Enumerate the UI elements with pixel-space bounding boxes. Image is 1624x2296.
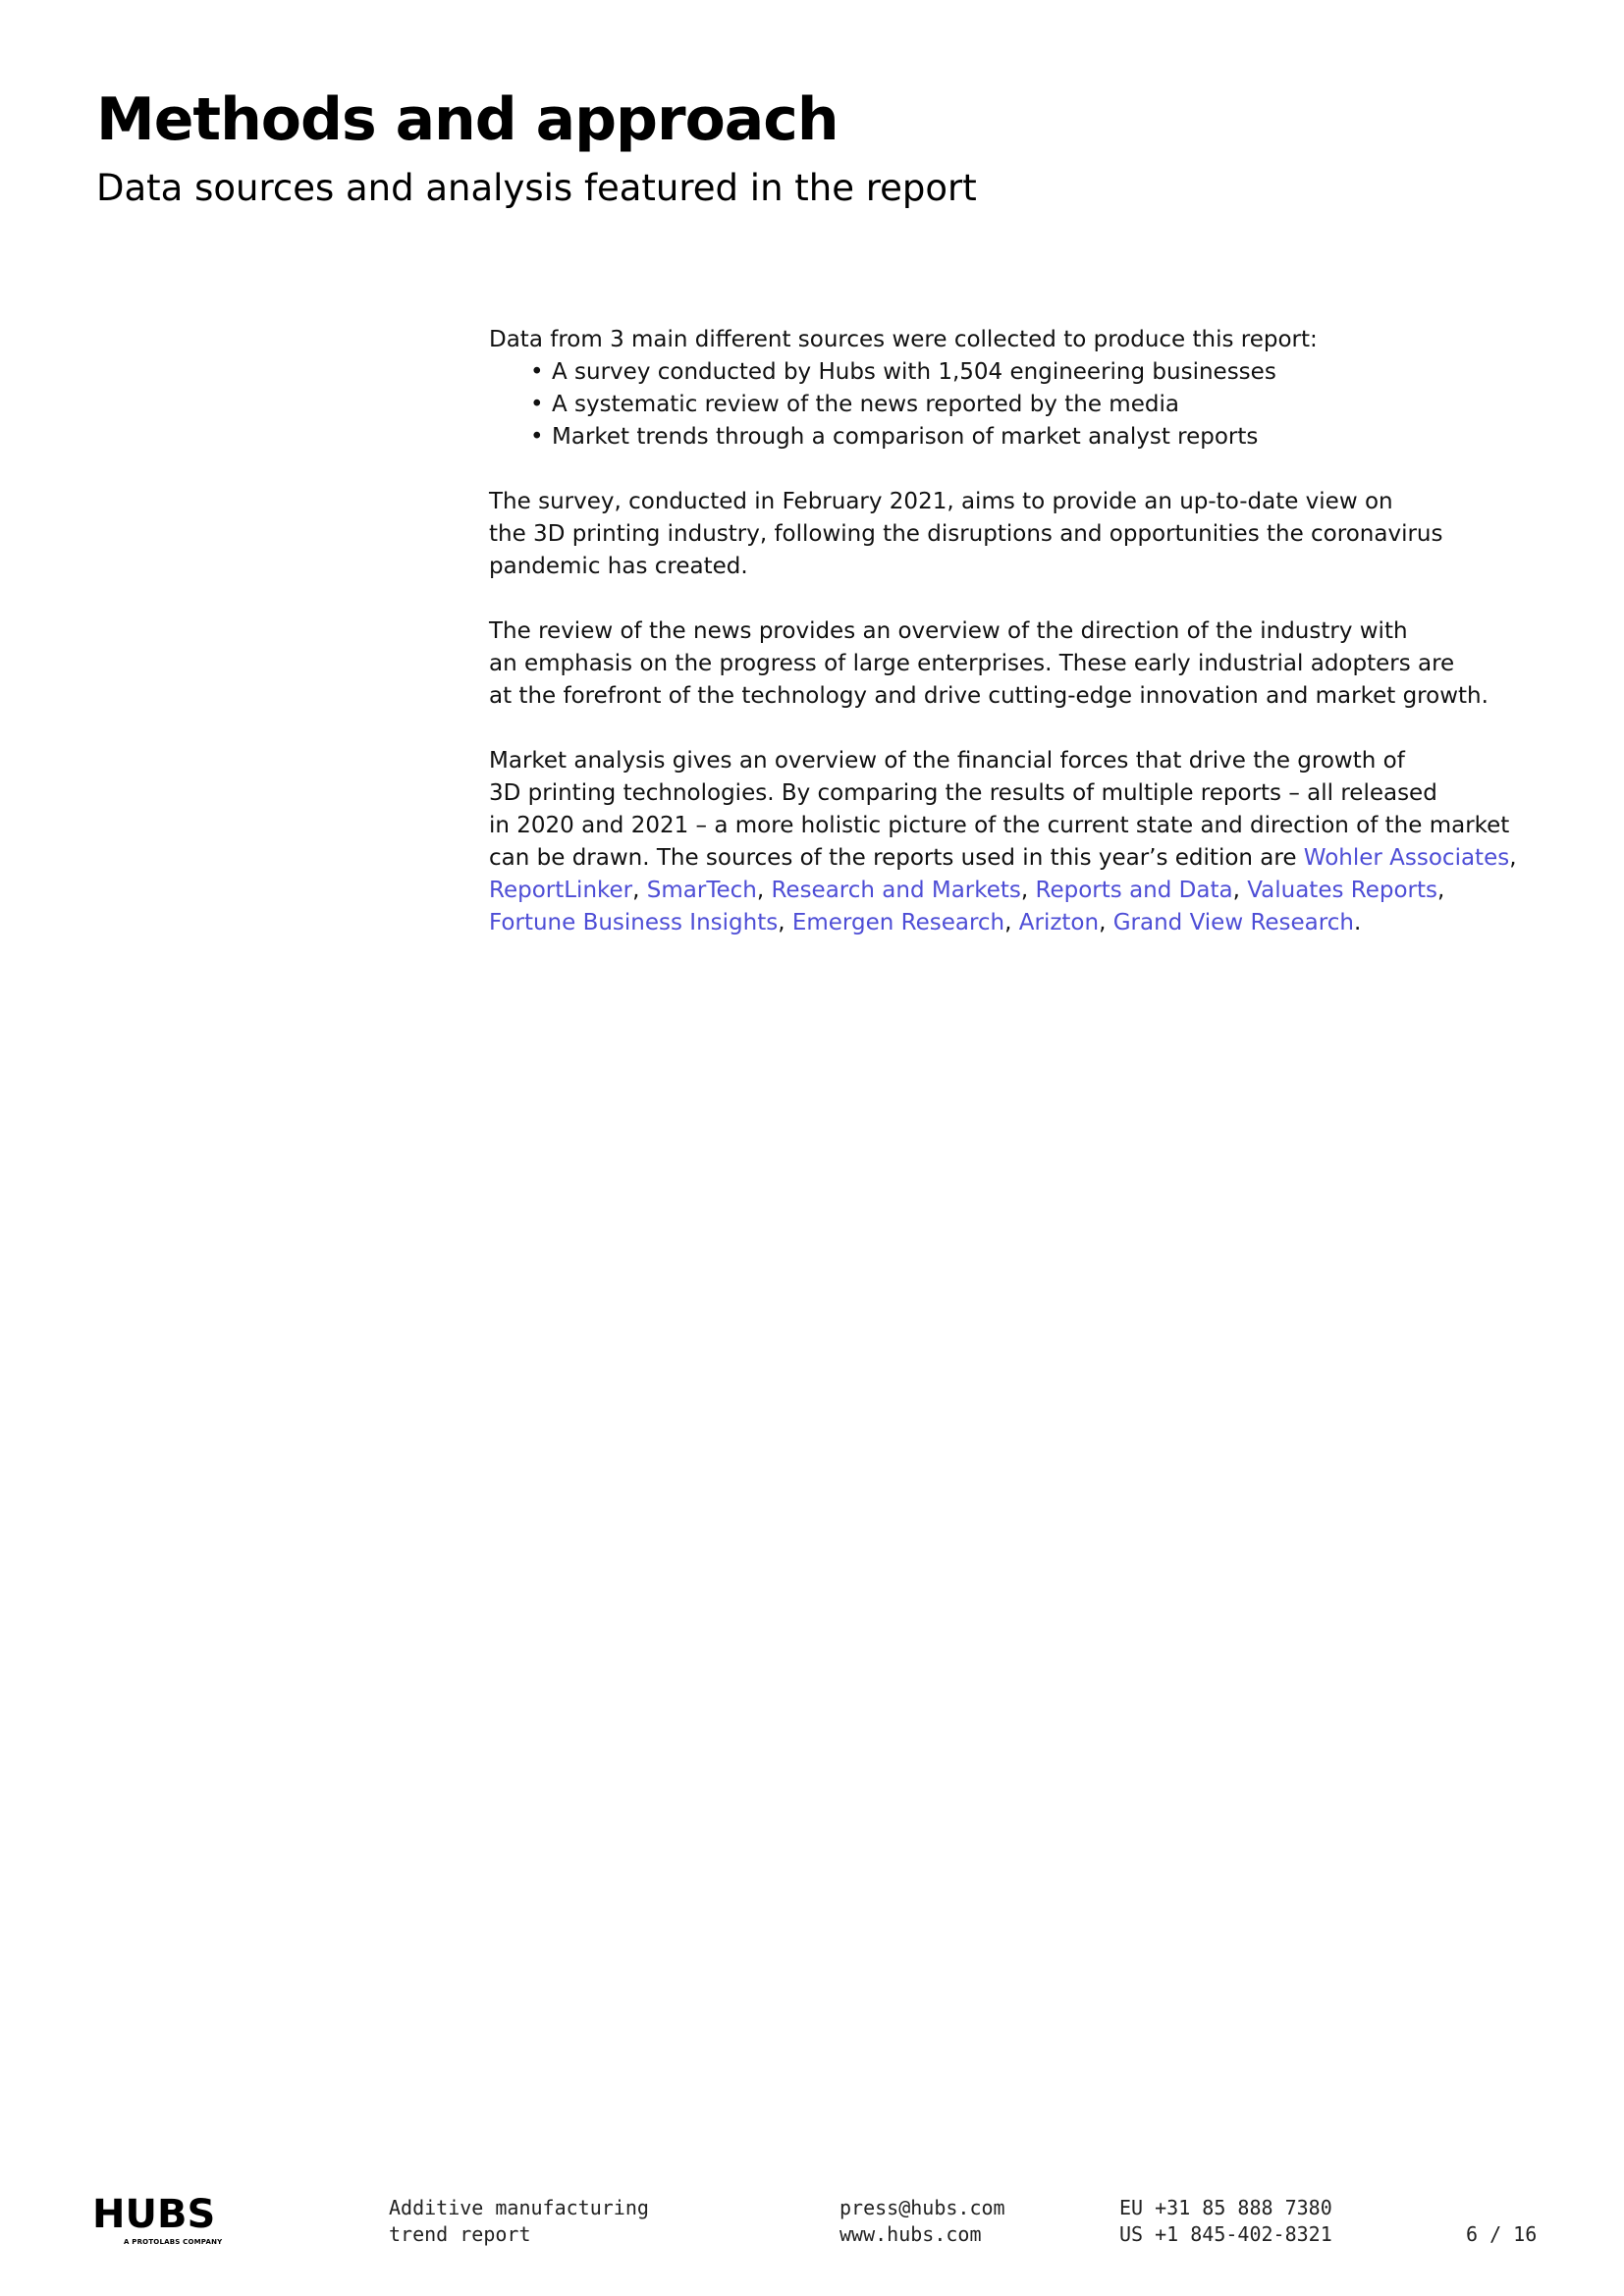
page-footer — [0, 2189, 1624, 2258]
paragraph-line: an emphasis on the progress of large enterprises. These early industrial adopters are — [489, 651, 1455, 676]
paragraph-line: pandemic has created. — [489, 554, 748, 579]
source-link-reportlinker[interactable]: ReportLinker — [489, 878, 633, 903]
source-link-fortune-business-insights[interactable]: Fortune Business Insights — [489, 910, 779, 935]
press-email-link[interactable]: press@hubs.com — [839, 2196, 1005, 2219]
market-paragraph — [489, 745, 1569, 939]
source-link-reports-and-data[interactable]: Reports and Data — [1035, 878, 1233, 903]
source-link-research-and-markets[interactable]: Research and Markets — [771, 878, 1021, 903]
paragraph-line: in 2020 and 2021 – a more holistic picture of the current state and direction of the market — [489, 813, 1510, 838]
source-link-wohler-associates[interactable]: Wohler Associates — [1303, 845, 1510, 871]
source-link-emergen-research[interactable]: Emergen Research — [791, 910, 1005, 935]
logo-tagline: A PROTOLABS COMPANY — [124, 2238, 223, 2246]
source-link-valuates-reports[interactable]: Valuates Reports — [1247, 878, 1437, 903]
paragraph-line: 3D printing technologies. By comparing the results of multiple reports – all released — [489, 780, 1437, 806]
logo-wordmark: HUBS — [92, 2192, 216, 2237]
page-subtitle: Data sources and analysis featured in the report — [96, 167, 977, 209]
page-title: Methods and approach — [96, 85, 839, 154]
report-name — [389, 2195, 649, 2248]
paragraph-line: at the forefront of the technology and drive cutting-edge innovation and market growth. — [489, 683, 1489, 709]
list-item: • A survey conducted by Hubs with 1,504 engineering businesses — [552, 356, 1569, 389]
sources-lead-in: can be drawn. The sources of the reports used in this year’s edition are — [489, 845, 1304, 871]
intro-text: Data from 3 main different sources were collected to produce this report: — [489, 327, 1318, 352]
body-column — [489, 324, 1569, 972]
paragraph-line: Market analysis gives an overview of the financial forces that drive the growth of — [489, 748, 1405, 774]
hubs-logo — [92, 2192, 240, 2250]
survey-paragraph — [489, 486, 1569, 583]
phone-numbers — [1119, 2195, 1332, 2248]
paragraph-line: Fortune Business Insights, Emergen Research, Arizton, Grand View Research. — [489, 910, 1362, 935]
paragraph-line: The review of the news provides an overview of the direction of the industry with — [489, 618, 1408, 644]
list-item: • A systematic review of the news reported by the media — [552, 389, 1569, 421]
news-paragraph — [489, 615, 1569, 713]
page-number: 6 / 16 — [1466, 2222, 1538, 2246]
website-link[interactable]: www.hubs.com — [839, 2222, 982, 2246]
contact-info — [839, 2195, 1005, 2248]
phone-us: US +1 845-402-8321 — [1119, 2222, 1332, 2246]
source-link-arizton[interactable]: Arizton — [1018, 910, 1100, 935]
paragraph-line: ReportLinker, SmarTech, Research and Markets, Reports and Data, Valuates Reports, — [489, 878, 1445, 903]
paragraph-line: The survey, conducted in February 2021, aims to provide an up-to-date view on — [489, 489, 1393, 514]
data-sources-list — [489, 356, 1569, 454]
list-item: • Market trends through a comparison of market analyst reports — [552, 421, 1569, 454]
source-link-smartech[interactable]: SmarTech — [646, 878, 757, 903]
report-name-line: Additive manufacturing — [389, 2196, 649, 2219]
source-link-grand-view-research[interactable]: Grand View Research — [1112, 910, 1354, 935]
phone-eu: EU +31 85 888 7380 — [1119, 2196, 1332, 2219]
report-name-line: trend report — [389, 2222, 531, 2246]
paragraph-line: can be drawn. The sources of the reports used in this year’s edition are Wohler Associates, — [489, 845, 1517, 871]
paragraph-line: the 3D printing industry, following the disruptions and opportunities the coronavirus — [489, 521, 1443, 547]
